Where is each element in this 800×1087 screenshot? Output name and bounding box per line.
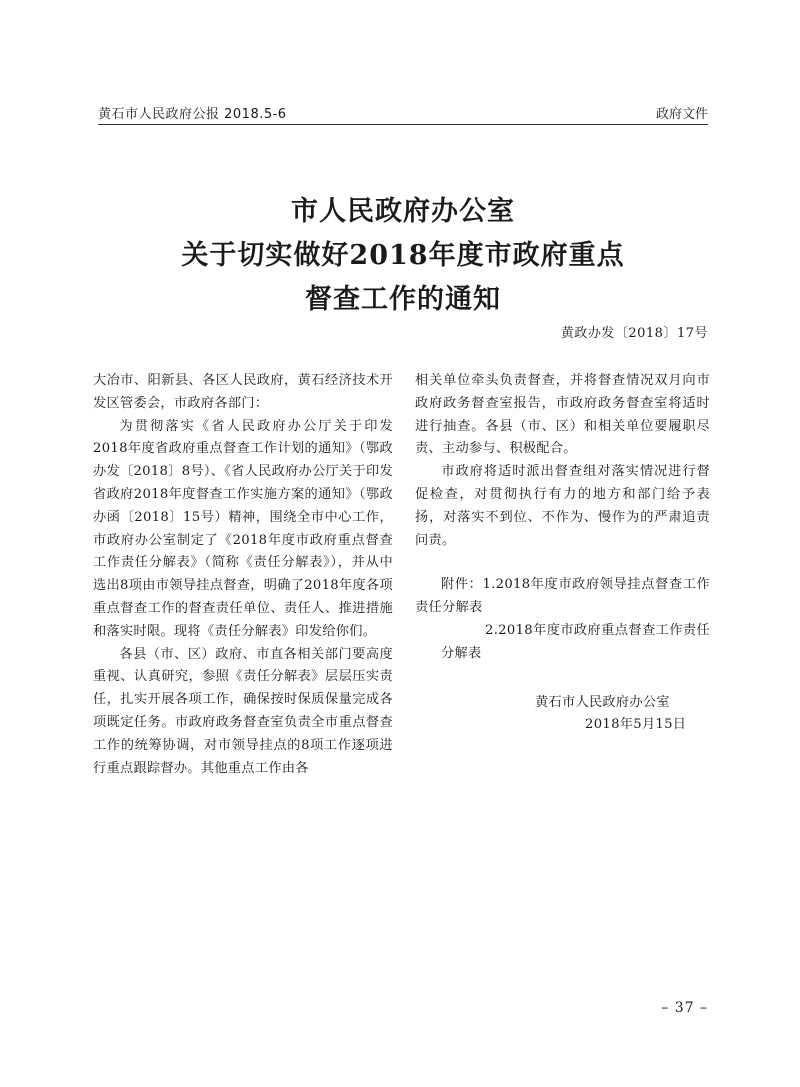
publication-name: 黄石市人民政府公报 2018.5-6 bbox=[98, 107, 287, 122]
title-line-2: 关于切实做好2018年度市政府重点 bbox=[181, 240, 625, 271]
title-line-3: 督查工作的通知 bbox=[305, 284, 501, 315]
attachment-2: 2.2018年度市政府重点督查工作责任分解表 bbox=[441, 622, 710, 661]
title-line-1: 市人民政府办公室 bbox=[291, 196, 515, 227]
section-label: 政府文件 bbox=[655, 107, 708, 122]
right-column bbox=[415, 370, 710, 737]
attachments bbox=[415, 574, 710, 665]
attachment-1: 附件：1.2018年度市政府领导挂点督查工作责任分解表 bbox=[415, 577, 710, 616]
recipients: 大冶市、阳新县、各区人民政府，黄石经济技术开发区管委会，市政府各部门： bbox=[93, 373, 393, 411]
document-number: 黄政办发〔2018〕17号 bbox=[560, 326, 708, 341]
document-title bbox=[98, 190, 708, 322]
running-header bbox=[98, 103, 708, 125]
paragraph-3: 市政府将适时派出督查组对落实情况进行督促检查，对贯彻执行有力的地方和部门给予表扬，对落实不到位、不作为、慢作为的严肃追责问责。 bbox=[415, 464, 710, 548]
left-column bbox=[93, 370, 393, 780]
header-rule bbox=[98, 124, 708, 125]
signature-date: 2018年5月15日 bbox=[585, 717, 687, 733]
signature-organization: 黄石市人民政府办公室 bbox=[535, 694, 670, 710]
paragraph-2: 各县（市、区）政府、市直各相关部门要高度重视、认真研究，参照《责任分解表》层层压实责任，扎实开展各项工作，确保按时保质保量完成各项既定任务。市政府政务督查室负责全市重点督查工作的统筹协调，对市领导挂点的8项工作逐项进行重点跟踪督办。其他重点工作由各 bbox=[93, 646, 393, 776]
paragraph-1: 为贯彻落实《省人民政府办公厅关于印发2018年度省政府重点督查工作计划的通知》（鄂政办发〔2018〕8号）、《省人民政府办公厅关于印发省政府2018年度督查工作实施方案的通知》（鄂政办函〔2018〕15号）精神，围绕全市中心工作，市政府办公室制定了《2018年度市政府重点督查工作责任分解表》（简称《责任分解表》），并从中选出8项由市领导挂点督查，明确了2018年度各项重点督查工作的督查责任单位、责任人、推进措施和落实时限。现将《责任分解表》印发给你们。 bbox=[93, 418, 393, 639]
page-number: – 37 – bbox=[661, 1000, 708, 1016]
paragraph-2-continued: 相关单位牵头负责督查，并将督查情况双月向市政府政务督查室报告，市政府政务督查室将适时进行抽查。各县（市、区）和相关单位要履职尽责、主动参与、积极配合。 bbox=[415, 373, 710, 457]
